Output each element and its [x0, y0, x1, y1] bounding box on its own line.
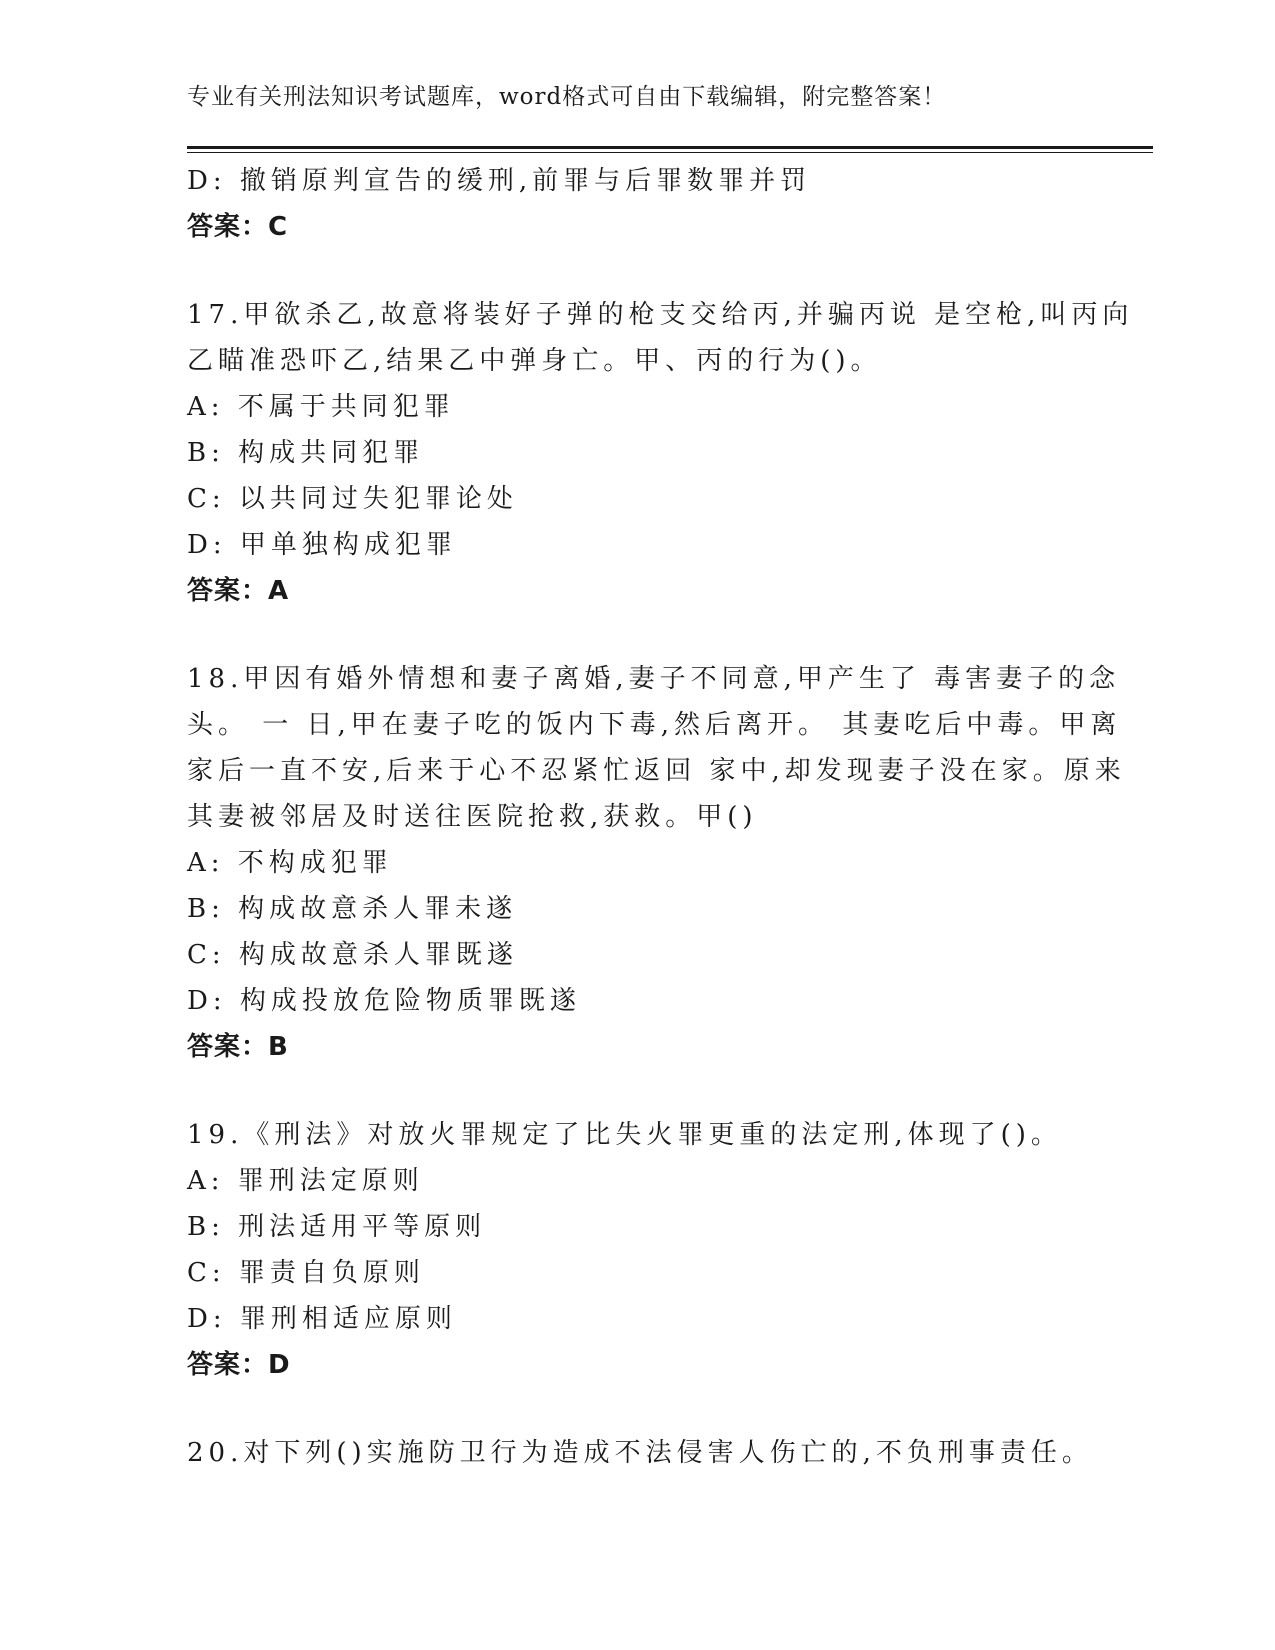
answer-line: 答案：D — [187, 1350, 291, 1380]
question-17 — [187, 292, 1134, 614]
question-20 — [187, 1430, 1093, 1476]
question-stem-line: 20.对下列()实施防卫行为造成不法侵害人伤亡的,不负刑事责任。 — [187, 1438, 1093, 1468]
question-stem-line: 头。 一 日,甲在妻子吃的饭内下毒,然后离开。 其妻吃后中毒。甲离 — [187, 710, 1122, 740]
answer-line: 答案：C — [187, 212, 289, 242]
option-d: D: 撤销原判宣告的缓刑,前罪与后罪数罪并罚 — [187, 166, 812, 196]
header-rule-thin — [187, 152, 1153, 153]
question-19 — [187, 1112, 1087, 1388]
question-stem-line: 其妻被邻居及时送往医院抢救,获救。甲() — [187, 802, 758, 832]
question-stem-line: 18.甲因有婚外情想和妻子离婚,妻子不同意,甲产生了 毒害妻子的念 — [187, 664, 1121, 694]
question-stem-line: 乙瞄准恐吓乙,结果乙中弹身亡。甲、丙的行为()。 — [187, 346, 882, 376]
option-d: D: 罪刑相适应原则 — [187, 1304, 457, 1334]
question-18 — [187, 656, 1126, 1070]
option-d: D: 构成投放危险物质罪既遂 — [187, 986, 581, 1016]
option-b: B: 构成故意杀人罪未遂 — [187, 894, 518, 924]
option-a: A: 罪刑法定原则 — [187, 1166, 424, 1196]
answer-line: 答案：A — [187, 576, 290, 606]
document-body — [187, 158, 1134, 1476]
option-d: D: 甲单独构成犯罪 — [187, 530, 457, 560]
header-rule-thick — [187, 146, 1153, 149]
option-c: C: 罪责自负原则 — [187, 1258, 425, 1288]
option-b: B: 构成共同犯罪 — [187, 438, 425, 468]
question-stem-line: 家后一直不安,后来于心不忍紧忙返回 家中,却发现妻子没在家。原来 — [187, 756, 1126, 786]
question-16-tail — [187, 158, 1087, 250]
question-stem-line: 19.《刑法》对放火罪规定了比失火罪更重的法定刑,体现了()。 — [187, 1120, 1062, 1150]
question-stem-line: 17.甲欲杀乙,故意将装好子弹的枪支交给丙,并骗丙说 是空枪,叫丙向 — [187, 300, 1134, 330]
option-b: B: 刑法适用平等原则 — [187, 1212, 487, 1242]
option-a: A: 不构成犯罪 — [187, 848, 393, 878]
option-c: C: 以共同过失犯罪论处 — [187, 484, 518, 514]
page-header: 专业有关刑法知识考试题库，word格式可自由下载编辑，附完整答案！ — [187, 84, 947, 110]
option-a: A: 不属于共同犯罪 — [187, 392, 455, 422]
option-c: C: 构成故意杀人罪既遂 — [187, 940, 518, 970]
answer-line: 答案：B — [187, 1032, 289, 1062]
